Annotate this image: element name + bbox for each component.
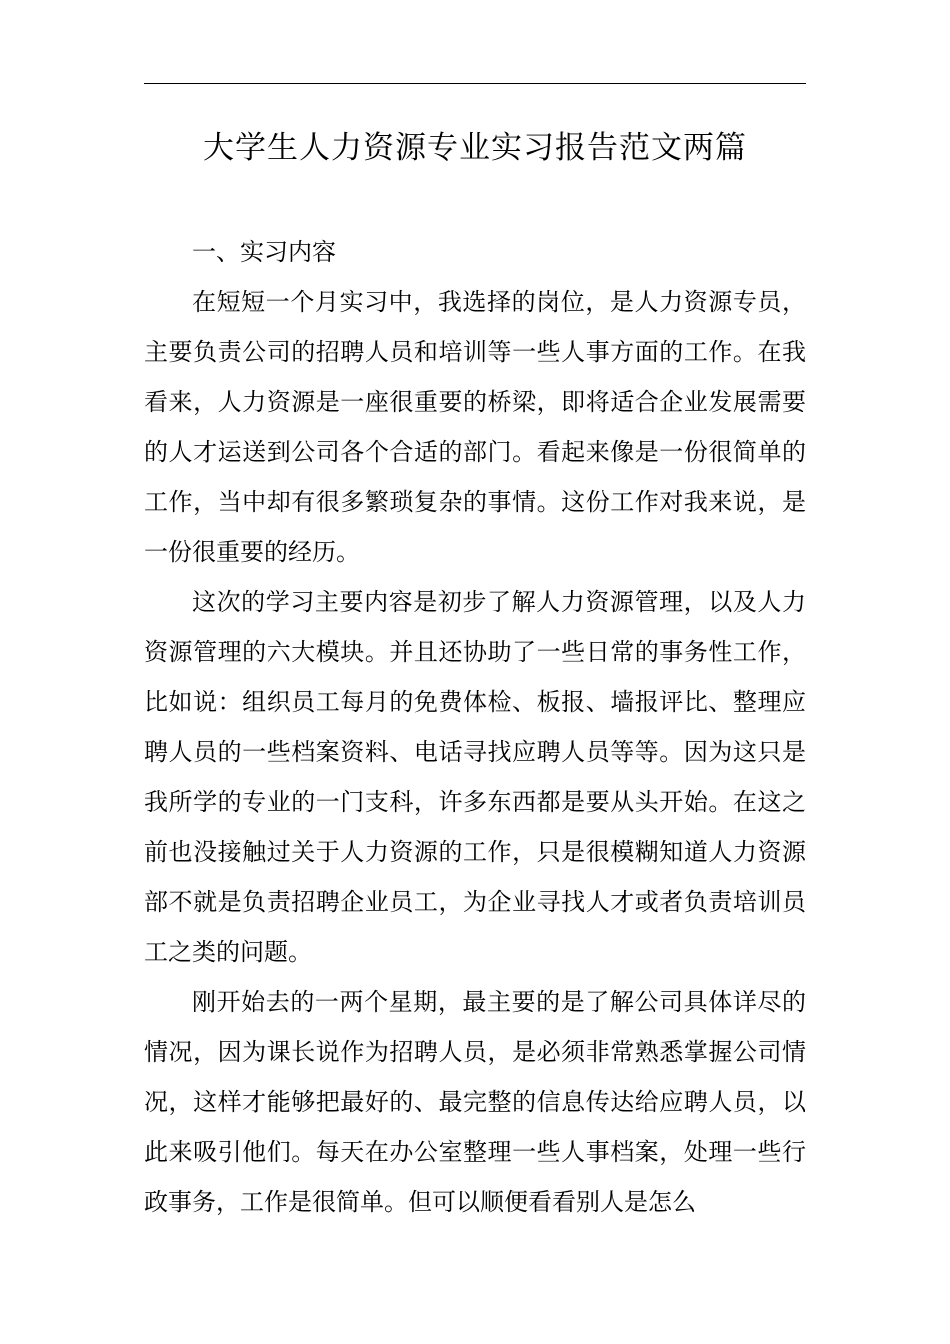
document-title: 大学生人力资源专业实习报告范文两篇 [203, 130, 747, 166]
paragraph-3: 刚开始去的一两个星期，最主要的是了解公司具体详尽的情况，因为课长说作为招聘人员，是必须非常熟悉掌握公司情况，这样才能够把最好的、最完整的信息传达给应聘人员，以此来吸引他们。每天在办公室整理一些人事档案，处理一些行政事务，工作是很简单。但可以顺便看看别人是怎么 [144, 988, 806, 1216]
paragraph-2: 这次的学习主要内容是初步了解人力资源管理，以及人力资源管理的六大模块。并且还协助了一些日常的事务性工作，比如说：组织员工每月的免费体检、板报、墙报评比、整理应聘人员的一些档案资料、电话寻找应聘人员等等。因为这只是我所学的专业的一门支科，许多东西都是要从头开始。在这之前也没接触过关于人力资源的工作，只是很模糊知道人力资源部不就是负责招聘企业员工，为企业寻找人才或者负责培训员工之类的问题。 [144, 588, 806, 966]
section-heading: 一、实习内容 [192, 238, 336, 266]
document-body [144, 227, 806, 1227]
paragraph-1: 在短短一个月实习中，我选择的岗位，是人力资源专员，主要负责公司的招聘人员和培训等一些人事方面的工作。在我看来，人力资源是一座很重要的桥梁，即将适合企业发展需要的人才运送到公司各个合适的部门。看起来像是一份很简单的工作，当中却有很多繁琐复杂的事情。这份工作对我来说，是一份很重要的经历。 [144, 288, 806, 566]
header-rule [144, 83, 806, 84]
